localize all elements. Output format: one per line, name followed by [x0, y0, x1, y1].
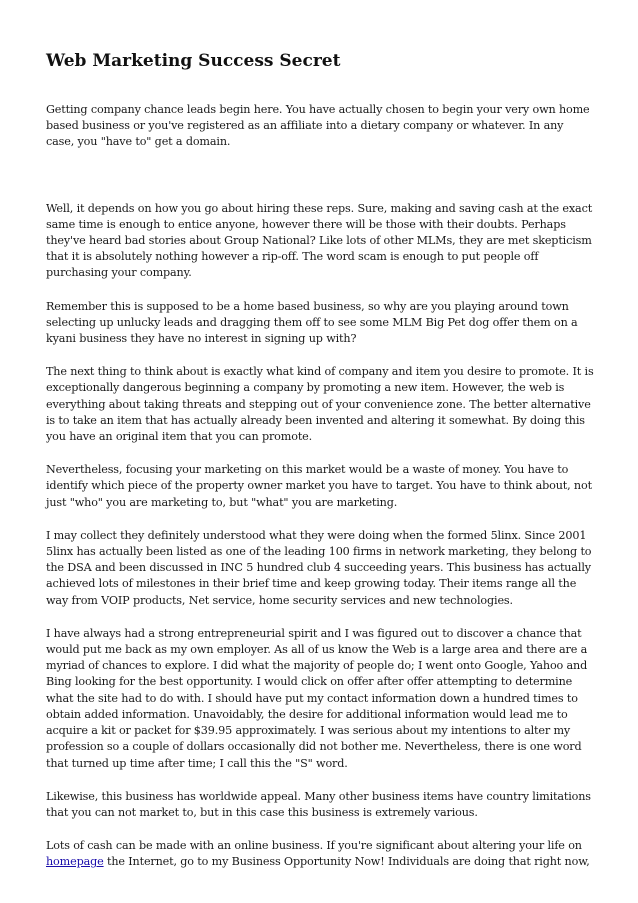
paragraph: I may collect they definitely understood what they were doing when the formed 5linx. Since 2001 5linx has actually been listed as one of the leading 100 firms in network marketing, they belong to the DSA and been discussed in INC 5 hundred club 4 succeeding years. This business has actually achieved lots of milestones in their brief time and keep growing today. Their items range all the way from VOIP products, Net service, home security services and new technologies. — [46, 528, 592, 607]
paragraph: I have always had a strong entrepreneurial spirit and I was figured out to discover a chance that would put me back as my own employer. As all of us know the Web is a large area and there are a myriad of chances to explore. I did what the majority of people do; I went onto Google, Yahoo and Bing looking for the best opportunity. I would click on offer after offer attempting to determine what the site had to do with. I should have put my contact information down a hundred times to obtain added information. Unavoidably, the desire for additional information would lead me to acquire a kit or packet for $39.95 approximately. I was serious about my intentions to alter my profession so a couple of dollars occasionally did not bother me. Nevertheless, there is one word that turned up time after time; I call this the "S" word. — [46, 626, 588, 770]
document-title: Web Marketing Success Secret — [46, 51, 341, 71]
paragraph-text-before-link: Lots of cash can be made with an online business. If you're significant about altering your life on — [46, 839, 582, 853]
paragraph: Well, it depends on how you go about hiring these reps. Sure, making and saving cash at the exact same time is enough to entice anyone, however there will be those with their doubts. Perhaps they've heard bad stories about Group National? Like lots of other MLMs, they are met skepticism that it is absolutely nothing however a rip-off. The word scam is enough to put people off purchasing your company. — [46, 201, 593, 280]
paragraph: Getting company chance leads begin here. You have actually chosen to begin your very own home based business or you've registered as an affiliate into a dietary company or whatever. In any case, you "have to" get a domain. — [46, 103, 590, 149]
document-page — [46, 50, 594, 888]
paragraph: Remember this is supposed to be a home based business, so why are you playing around town selecting up unlucky leads and dragging them off to see some MLM Big Pet dog offer them on a kyani business they have no interest in signing up with? — [46, 299, 578, 346]
paragraph-text-after-link: the Internet, go to my Business Opportunity Now! Individuals are doing that right now, — [103, 855, 590, 869]
paragraph: Likewise, this business has worldwide appeal. Many other business items have country limitations that you can not market to, but in this case this business is extremely various. — [46, 789, 591, 819]
paragraph: The next thing to think about is exactly what kind of company and item you desire to promote. It is exceptionally dangerous beginning a company by promoting a new item. However, the web is everything about taking threats and stepping out of your convenience zone. The better alternative is to take an item that has actually already been invented and altering it somewhat. By doing this you have an original item that you can promote. — [46, 365, 594, 444]
paragraph: Nevertheless, focusing your marketing on this market would be a waste of money. You have to identify which piece of the property owner market you have to target. You have to think about, not just "who" you are marketing to, but "what" you are marketing. — [46, 463, 592, 509]
homepage-link[interactable]: homepage — [46, 855, 104, 869]
paragraph-with-link — [46, 838, 594, 870]
